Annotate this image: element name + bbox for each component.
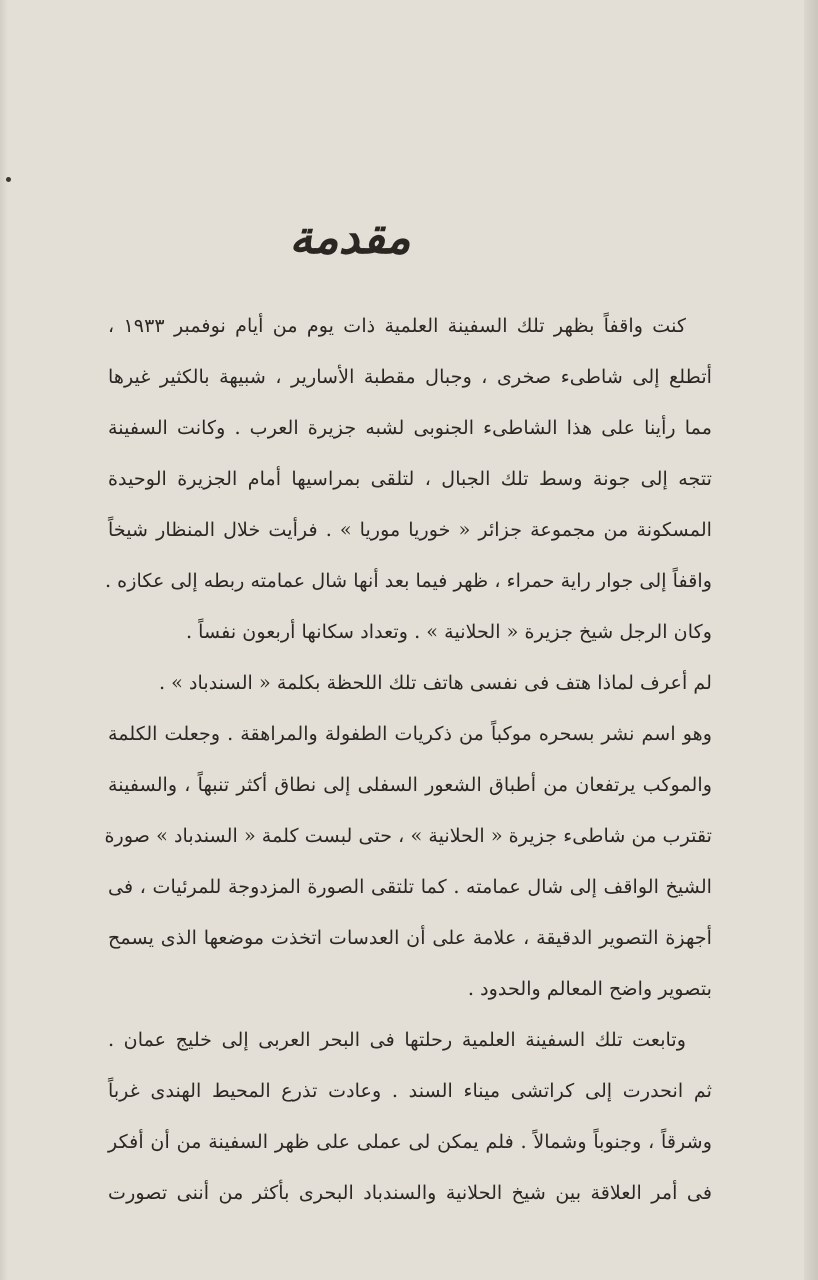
- text-line: واقفاً إلى جوار راية حمراء ، ظهر فيما بعد أنها شال عمامته ربطه إلى عكازه .: [104, 569, 712, 592]
- text-line: فى أمر العلاقة بين شيخ الحلانية والسندباد البحرى بأكثر من أننى تصورت: [108, 1181, 712, 1204]
- text-line: وشرقاً ، وجنوباً وشمالاً . فلم يمكن لى عملى على ظهر السفينة من أن أفكر: [108, 1130, 712, 1153]
- text-line: تقترب من شاطىء جزيرة « الحلانية » ، حتى لبست كلمة « السندباد » صورة: [104, 824, 712, 847]
- text-line: بتصوير واضح المعالم والحدود .: [467, 977, 712, 1000]
- text-line: مما رأينا على هذا الشاطىء الجنوبى لشبه جزيرة العرب . وكانت السفينة: [108, 416, 712, 439]
- page-left-edge: [0, 0, 8, 1280]
- text-line: الشيخ الواقف إلى شال عمامته . كما تلتقى الصورة المزدوجة للمرئيات ، فى: [108, 875, 712, 898]
- text-line: أجهزة التصوير الدقيقة ، علامة على أن العدسات اتخذت موضعها الذى يسمح: [108, 926, 712, 949]
- page-title: مقدمة: [289, 210, 411, 264]
- text-line: المسكونة من مجموعة جزائر « خوريا موريا » . فرأيت خلال المنظار شيخاً: [108, 518, 712, 541]
- text-line: والموكب يرتفعان من أطباق الشعور السفلى إلى نطاق أكثر تنبهاً ، والسفينة: [108, 773, 712, 796]
- ink-speck: [6, 177, 11, 182]
- text-line: كنت واقفاً بظهر تلك السفينة العلمية ذات يوم من أيام نوفمبر ١٩٣٣ ،: [108, 314, 686, 337]
- text-line: وهو اسم نشر بسحره موكباً من ذكريات الطفولة والمراهقة . وجعلت الكلمة: [108, 722, 712, 745]
- text-line: وكان الرجل شيخ جزيرة « الحلانية » . وتعداد سكانها أربعون نفساً .: [185, 620, 712, 643]
- text-line: ثم انحدرت إلى كراتشى ميناء السند . وعادت تذرع المحيط الهندى غرباً: [108, 1079, 712, 1102]
- page-right-edge: [804, 0, 818, 1280]
- body-text: [104, 300, 712, 1218]
- text-line: وتابعت تلك السفينة العلمية رحلتها فى البحر العربى إلى خليج عمان .: [108, 1028, 686, 1051]
- text-line: أتطلع إلى شاطىء صخرى ، وجبال مقطبة الأسارير ، شبيهة بالكثير غيرها: [108, 365, 712, 388]
- text-line: لم أعرف لماذا هتف فى نفسى هاتف تلك اللحظة بكلمة « السندباد » .: [158, 671, 712, 694]
- text-line: تتجه إلى جونة وسط تلك الجبال ، لتلقى بمراسيها أمام الجزيرة الوحيدة: [108, 467, 712, 490]
